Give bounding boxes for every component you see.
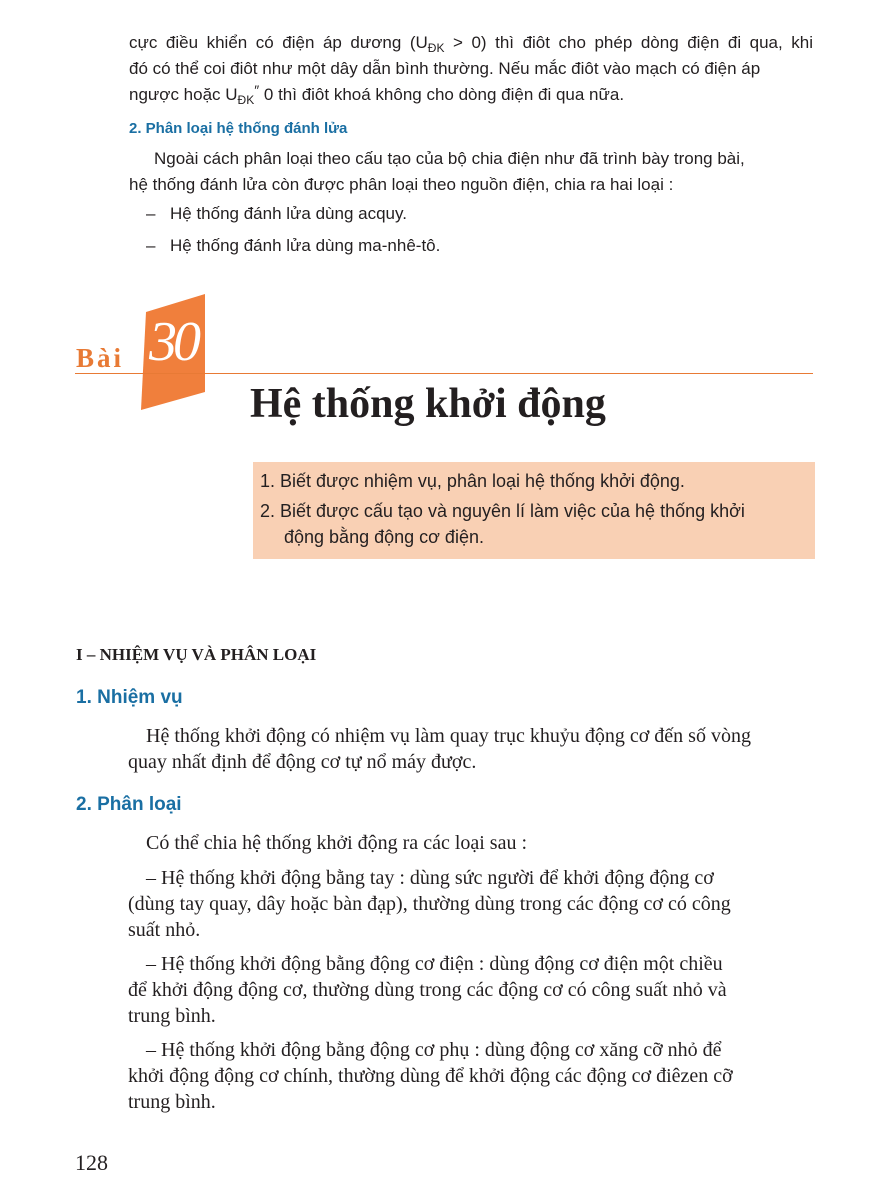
lesson-number: 30 <box>149 311 197 373</box>
task-paragraph: Hệ thống khởi động có nhiệm vụ làm quay trục khuỷu động cơ đến số vòng quay nhất định để động cơ tự nổ máy được. <box>128 725 751 773</box>
classification-item-manual: – Hệ thống khởi động bằng tay : dùng sức người để khởi động động cơ (dùng tay quay, dây hoặc bàn đạp), thường dùng trong các động cơ có công suất nhỏ. <box>128 867 731 941</box>
intro-line-2: hệ thống đánh lửa còn được phân loại theo nguồn điện, chia ra hai loại : <box>129 175 674 194</box>
section-heading: I – NHIỆM VỤ VÀ PHÂN LOẠI <box>76 645 317 664</box>
lesson-title: Hệ thống khởi động <box>250 381 606 427</box>
classification-item-auxiliary: – Hệ thống khởi động bằng động cơ phụ : dùng động cơ xăng cỡ nhỏ để khởi động động cơ chính, thường dùng để khởi động các động cơ điêzen cỡ trung bình. <box>128 1039 733 1113</box>
task-heading: 1. Nhiệm vụ <box>76 687 183 708</box>
page-number: 128 <box>75 1150 108 1175</box>
ignition-classification-intro <box>129 146 813 198</box>
objective-item: 2. Biết được cấu tạo và nguyên lí làm việc của hệ thống khởi động bằng động cơ điện. <box>260 501 745 547</box>
continued-line-1: cực điều khiển có điện áp dương $(U_{ĐK} > 0)$ thì điôt cho phép dòng điện đi qua, khi <box>129 33 814 55</box>
continued-paragraph <box>129 30 813 108</box>
objectives-box <box>253 462 815 559</box>
intro-line-1: Ngoài cách phân loại theo cấu tạo của bộ chia điện như đã trình bày trong bài, <box>154 149 745 168</box>
lesson-label: Bài <box>76 343 125 373</box>
continued-line-2: đó có thể coi điôt như một dây dẫn bình thường. Nếu mắc điôt vào mạch có điện áp <box>129 59 761 78</box>
ignition-type-item: – Hệ thống đánh lửa dùng acquy. <box>146 204 407 223</box>
classification-item-electric: – Hệ thống khởi động bằng động cơ điện : dùng động cơ điện một chiều để khởi động động cơ, thường dùng trong các động cơ có công suất nhỏ và trung bình. <box>128 953 727 1027</box>
header-divider <box>75 373 813 374</box>
classification-intro: Có thể chia hệ thống khởi động ra các loại sau : <box>146 832 528 854</box>
classification-heading: 2. Phân loại <box>76 794 182 815</box>
ignition-classification-heading: 2. Phân loại hệ thống đánh lửa <box>129 120 348 137</box>
objective-item: 1. Biết được nhiệm vụ, phân loại hệ thống khởi động. <box>260 471 685 491</box>
continued-line-3: ngược hoặc $U_{ĐK}''$ 0 thì điôt khoá không cho dòng điện đi qua nữa. <box>129 82 625 107</box>
ignition-type-item: – Hệ thống đánh lửa dùng ma-nhê-tô. <box>146 236 441 255</box>
